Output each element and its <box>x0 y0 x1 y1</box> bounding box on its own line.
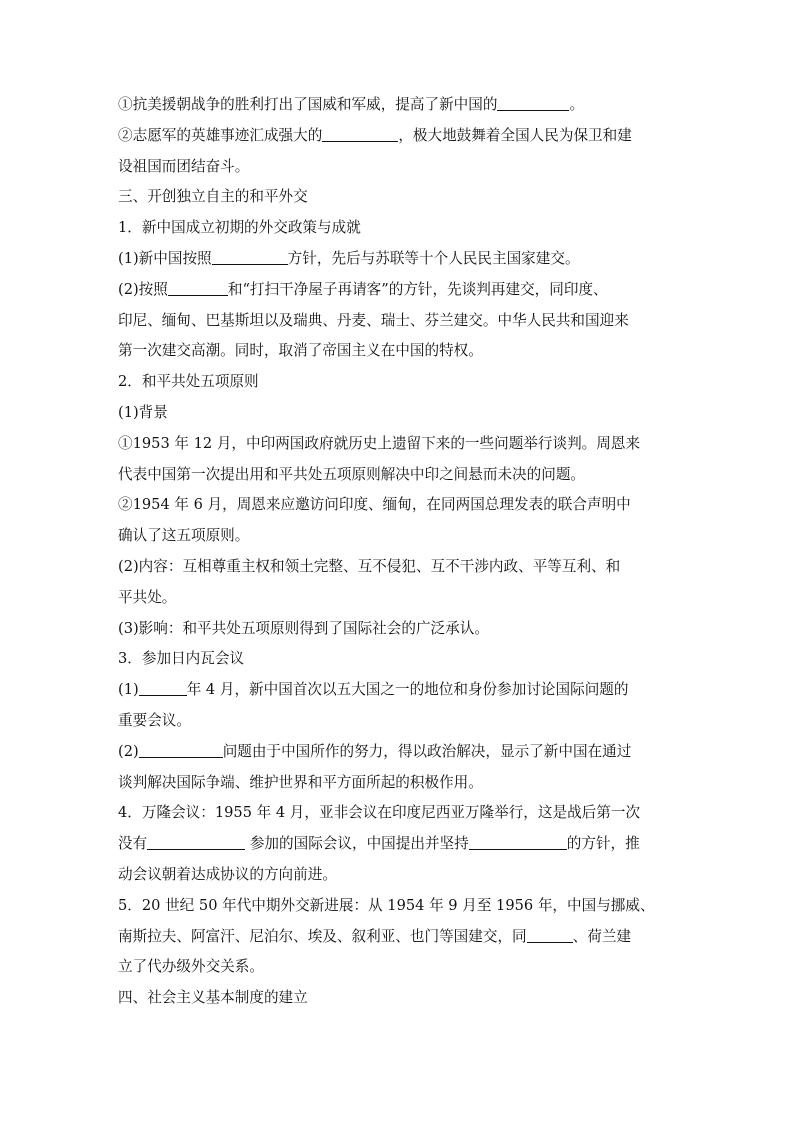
subsection-heading: 3．参加日内瓦会议 <box>118 650 245 668</box>
fill-blank[interactable] <box>168 277 228 296</box>
text-line: (1)背景 <box>118 403 168 421</box>
text-line: 4．万隆会议：1955 年 4 月，亚非会议在印度尼西亚万隆举行，这是战后第一次 <box>118 804 641 822</box>
text: (1)新中国按照 <box>118 249 212 267</box>
section-heading: 三、开创独立自主的和平外交 <box>118 188 308 206</box>
text: 。 <box>569 96 585 113</box>
text-line <box>118 275 688 306</box>
text-line: 5．20 世纪 50 年代中期外交新进展：从 1954 年 9 月至 1956 年，中国与挪威、 <box>118 896 655 914</box>
text: ，极大地鼓舞着全国人民为保卫和建 <box>398 126 632 144</box>
text: 没有 <box>118 835 148 853</box>
text-line <box>118 90 688 121</box>
text: (2) <box>118 742 139 760</box>
text: 南斯拉夫、阿富汗、尼泊尔、埃及、叙利亚、也门等国建交，同 <box>118 927 527 945</box>
text-line: 平共处。 <box>118 588 177 606</box>
fill-blank[interactable] <box>527 924 573 943</box>
text: 年 4 月，新中国首次以五大国之一的地位和身份参加讨论国际问题的 <box>186 681 629 699</box>
fill-blank[interactable] <box>139 739 223 758</box>
fill-blank[interactable] <box>497 92 569 111</box>
text-line <box>118 121 688 152</box>
text-line <box>118 737 688 768</box>
fill-blank[interactable] <box>139 677 187 696</box>
text: 问题由于中国所作的努力，得以政治解决，显示了新中国在通过 <box>222 742 632 760</box>
subsection-heading: 2．和平共处五项原则 <box>118 373 259 391</box>
text-line <box>118 829 688 860</box>
text-line: 印尼、缅甸、巴基斯坦以及瑞典、丹麦、瑞士、芬兰建交。中华人民共和国迎来 <box>118 311 629 329</box>
text-line <box>118 675 688 706</box>
text: 方针，先后与苏联等十个人民民主国家建交。 <box>287 249 580 267</box>
text-line: 动会议朝着达成协议的方向前进。 <box>118 865 337 883</box>
text-line: 谈判解决国际争端、维护世界和平方面所起的积极作用。 <box>118 773 483 791</box>
text-line: 设祖国而团结奋斗。 <box>118 157 250 175</box>
text-line: 立了代办级外交关系。 <box>118 958 264 976</box>
fill-blank[interactable] <box>212 246 288 265</box>
text-line: ①1953 年 12 月，中印两国政府就历史上遗留下来的一些问题举行谈判。周恩来 <box>118 434 641 452</box>
text-line: ②1954 年 6 月，周恩来应邀访问印度、缅甸，在同两国总理发表的联合声明中 <box>118 496 631 514</box>
fill-blank[interactable] <box>322 123 398 142</box>
text-line <box>118 922 688 953</box>
text-line: 代表中国第一次提出用和平共处五项原则解决中印之间悬而未决的问题。 <box>118 465 586 483</box>
text-line: (2)内容：互相尊重主权和领土完整、互不侵犯、互不干涉内政、平等互利、和 <box>118 557 621 575</box>
fill-blank[interactable] <box>469 831 567 850</box>
text: ②志愿军的英雄事迹汇成强大的 <box>118 126 323 144</box>
text-line: 第一次建交高潮。同时，取消了帝国主义在中国的特权。 <box>118 342 483 360</box>
text: 和“打扫干净屋子再请客”的方针，先谈判再建交，同印度、 <box>227 280 608 298</box>
subsection-heading: 1．新中国成立初期的外交政策与成就 <box>118 219 361 237</box>
text-line <box>118 244 688 275</box>
text-line: 确认了这五项原则。 <box>118 527 250 545</box>
text: (2)按照 <box>118 280 168 298</box>
fill-blank[interactable] <box>147 831 245 850</box>
text: 参加的国际会议，中国提出并坚持 <box>245 835 469 853</box>
text: 、荷兰建 <box>572 927 632 945</box>
text: ①抗美援朝战争的胜利打出了国威和军威，提高了新中国的 <box>118 96 498 113</box>
section-heading: 四、社会主义基本制度的建立 <box>118 989 308 1007</box>
text-line: (3)影响：和平共处五项原则得到了国际社会的广泛承认。 <box>118 619 489 637</box>
document-page <box>118 90 688 1014</box>
text-line: 重要会议。 <box>118 711 191 729</box>
text: (1) <box>118 681 139 699</box>
text: 的方针，推 <box>566 835 640 853</box>
